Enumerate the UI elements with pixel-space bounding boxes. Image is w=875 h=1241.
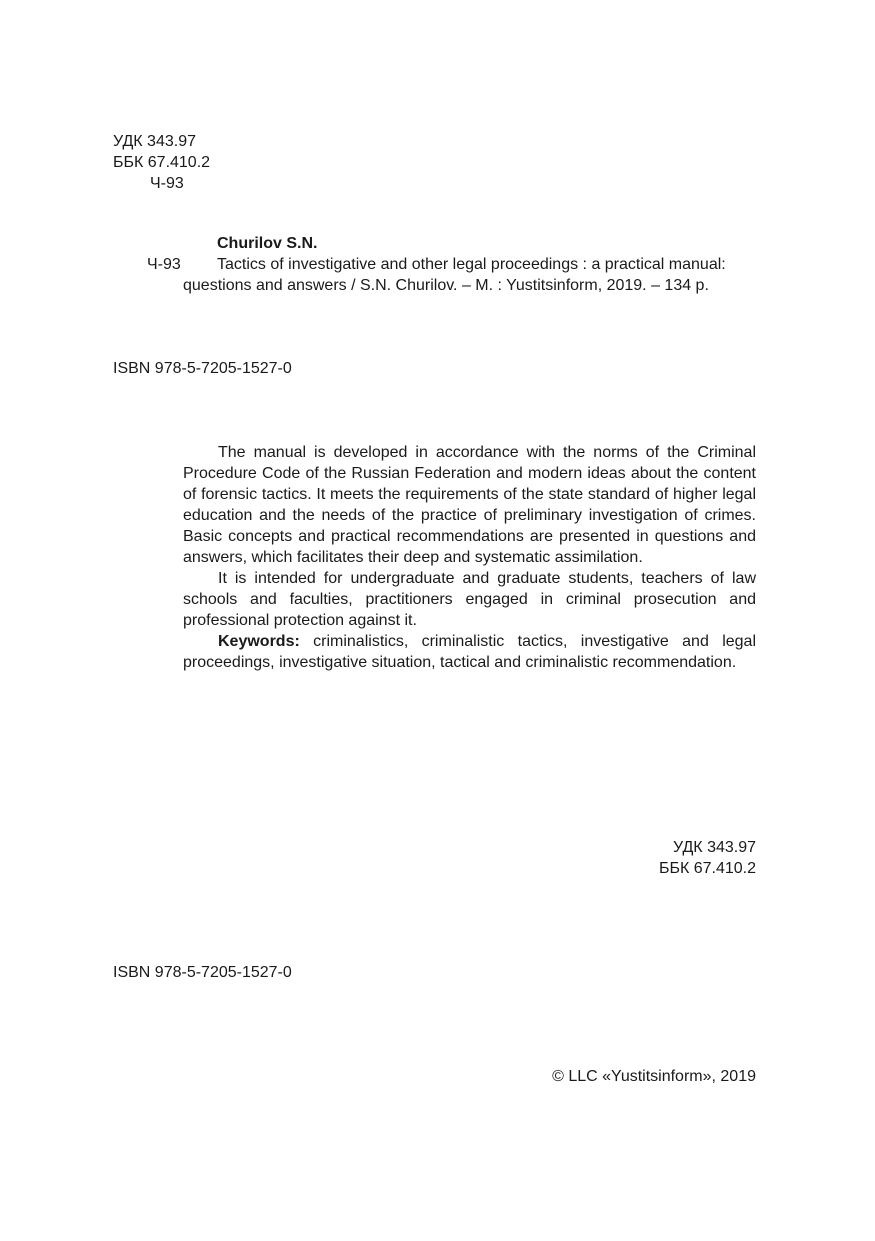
- udk-code: УДК 343.97: [673, 839, 756, 856]
- isbn-top: ISBN 978-5-7205-1527-0: [113, 360, 292, 377]
- classification-codes-bottom: [659, 837, 756, 879]
- udk-code: УДК 343.97: [113, 133, 196, 150]
- keywords-label: Keywords:: [218, 633, 300, 650]
- bbk-code: ББК 67.410.2: [658, 860, 756, 877]
- keywords-paragraph: [183, 631, 756, 673]
- bibliography-details-line: questions and answers / S.N. Churilov. – M. : Yustitsinform, 2019. – 134 p.: [183, 277, 709, 294]
- annotation-paragraph: The manual is developed in accordance with the norms of the Criminal Procedure Code of the Russian Federation and modern ideas about the content of forensic tactics. It meets the requirements of the state standard of higher legal education and the needs of the practice of preliminary investigation of crimes. Basic concepts and practical recommendations are presented in questions and answers, which facilitates their deep and systematic assimilation.: [183, 444, 756, 566]
- author-heading: Churilov S.N.: [217, 235, 318, 252]
- keywords-text: criminalistics, criminalistic tactics, investigative and legal proceedings, investigative situation, tactical and criminalistic recommendation.: [183, 633, 756, 671]
- isbn-bottom: ISBN 978-5-7205-1527-0: [113, 964, 292, 981]
- bibliography-cutter-code: Ч-93: [147, 256, 181, 273]
- bibliography-title-line: Tactics of investigative and other legal proceedings : a practical manual:: [217, 256, 726, 273]
- cutter-code: Ч-93: [150, 175, 184, 192]
- annotation: [183, 442, 756, 673]
- bbk-code: ББК 67.410.2: [113, 154, 211, 171]
- annotation-paragraph: It is intended for undergraduate and graduate students, teachers of law schools and faculties, practitioners engaged in criminal prosecution and professional protection against it.: [183, 570, 756, 629]
- classification-codes-top: [113, 131, 210, 194]
- copyright-notice: © LLC «Yustitsinform», 2019: [552, 1068, 756, 1085]
